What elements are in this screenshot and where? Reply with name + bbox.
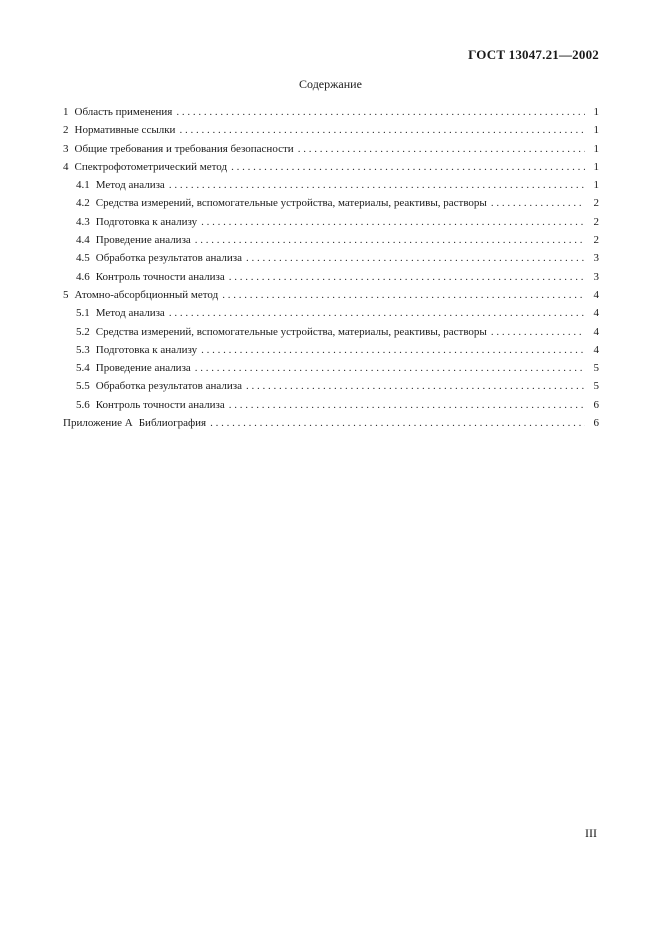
toc-entry-page: 2 <box>593 234 599 247</box>
toc-entry-page: 4 <box>593 288 599 301</box>
toc-entry <box>63 323 599 341</box>
toc-entry-label: Общие требования и требования безопасности <box>74 142 294 155</box>
toc-entry-number: Приложение А <box>63 417 133 430</box>
toc-entry-label: Обработка результатов анализа <box>95 380 242 393</box>
toc-entry <box>63 103 599 121</box>
toc-leader-dots <box>246 377 585 395</box>
toc-entry-number: 4.4 <box>76 234 90 247</box>
toc-leader-dots <box>246 249 585 267</box>
toc-leader-dots <box>179 121 585 139</box>
toc-entry-page: 1 <box>593 142 599 155</box>
toc-entry <box>63 194 599 212</box>
toc-leader-dots <box>169 176 585 194</box>
toc-entry-number: 5.6 <box>76 398 90 411</box>
toc-leader-dots <box>201 213 585 231</box>
toc-entry <box>63 176 599 194</box>
toc-entry <box>63 140 599 158</box>
toc-leader-dots <box>195 359 585 377</box>
toc-entry-number: 5 <box>63 288 69 301</box>
toc-entry-page: 5 <box>593 380 599 393</box>
toc-entry-page: 6 <box>593 417 599 430</box>
toc-entry-label: Контроль точности анализа <box>95 270 225 283</box>
toc-entry-page: 4 <box>593 307 599 320</box>
toc-entry-label: Обработка результатов анализа <box>95 252 242 265</box>
toc-entry-label: Контроль точности анализа <box>95 398 225 411</box>
toc-entry <box>63 286 599 304</box>
toc-entry-page: 4 <box>593 343 599 356</box>
toc-entry-number: 4.2 <box>76 197 90 210</box>
toc-leader-dots <box>298 140 585 158</box>
toc-entry-page: 1 <box>593 106 599 118</box>
toc-leader-dots <box>229 396 585 414</box>
toc-entry-number: 4.5 <box>76 252 90 265</box>
toc-entry-page: 2 <box>593 197 599 210</box>
toc-entry-label: Нормативные ссылки <box>74 124 176 137</box>
toc-entry-number: 5.1 <box>76 307 90 320</box>
toc-entry <box>63 341 599 359</box>
toc-entry-number: 4 <box>63 160 69 173</box>
toc-entry <box>63 158 599 176</box>
toc-leader-dots <box>491 323 585 341</box>
toc-title: Содержание <box>299 77 362 91</box>
toc-entry-label: Спектрофотометрический метод <box>74 160 228 173</box>
toc-entry <box>63 231 599 249</box>
toc-entry-label: Средства измерений, вспомогательные устройства, материалы, реактивы, растворы <box>95 197 487 210</box>
toc-entry-page: 1 <box>593 124 599 137</box>
toc-entry-number: 5.3 <box>76 343 90 356</box>
toc-leader-dots <box>222 286 585 304</box>
toc-leader-dots <box>195 231 585 249</box>
toc-entry <box>63 396 599 414</box>
toc-leader-dots <box>210 414 585 432</box>
document-code-header: ГОСТ 13047.21—2002 <box>468 47 599 62</box>
toc-entry-page: 3 <box>593 252 599 265</box>
toc-entry <box>63 121 599 139</box>
toc-entry-label: Средства измерений, вспомогательные устройства, материалы, реактивы, растворы <box>95 325 487 338</box>
toc-entry-page: 1 <box>593 179 599 192</box>
toc-entry-number: 3 <box>63 142 69 155</box>
toc-entry <box>63 249 599 267</box>
toc-entry <box>63 359 599 377</box>
page-number: III <box>585 826 597 840</box>
toc-entry-page: 4 <box>593 325 599 338</box>
toc-entry-page: 2 <box>593 215 599 228</box>
toc-entry <box>63 304 599 322</box>
toc-entry <box>63 414 599 432</box>
table-of-contents <box>63 103 599 432</box>
toc-entry-number: 4.6 <box>76 270 90 283</box>
toc-entry-page: 1 <box>593 160 599 173</box>
toc-entry-page: 5 <box>593 362 599 375</box>
toc-entry-number: 1 <box>63 106 69 118</box>
toc-entry <box>63 377 599 395</box>
toc-entry-label: Проведение анализа <box>95 362 191 375</box>
toc-entry-label: Метод анализа <box>95 307 165 320</box>
toc-entry-page: 6 <box>593 398 599 411</box>
toc-leader-dots <box>201 341 585 359</box>
toc-entry <box>63 268 599 286</box>
toc-entry-label: Подготовка к анализу <box>95 343 198 356</box>
toc-entry-label: Библиография <box>138 417 207 430</box>
toc-entry-label: Область применения <box>74 106 173 118</box>
toc-entry-label: Метод анализа <box>95 179 165 192</box>
toc-entry-label: Атомно-абсорбционный метод <box>74 288 219 301</box>
toc-leader-dots <box>169 304 585 322</box>
toc-leader-dots <box>229 268 585 286</box>
toc-entry-number: 2 <box>63 124 69 137</box>
toc-entry-number: 4.1 <box>76 179 90 192</box>
toc-leader-dots <box>491 194 585 212</box>
toc-entry-number: 5.4 <box>76 362 90 375</box>
toc-entry-label: Проведение анализа <box>95 234 191 247</box>
toc-entry-label: Подготовка к анализу <box>95 215 198 228</box>
toc-entry-page: 3 <box>593 270 599 283</box>
toc-entry-number: 5.5 <box>76 380 90 393</box>
toc-entry-number: 4.3 <box>76 215 90 228</box>
toc-entry-number: 5.2 <box>76 325 90 338</box>
toc-leader-dots <box>176 103 585 121</box>
toc-entry <box>63 213 599 231</box>
toc-leader-dots <box>231 158 585 176</box>
